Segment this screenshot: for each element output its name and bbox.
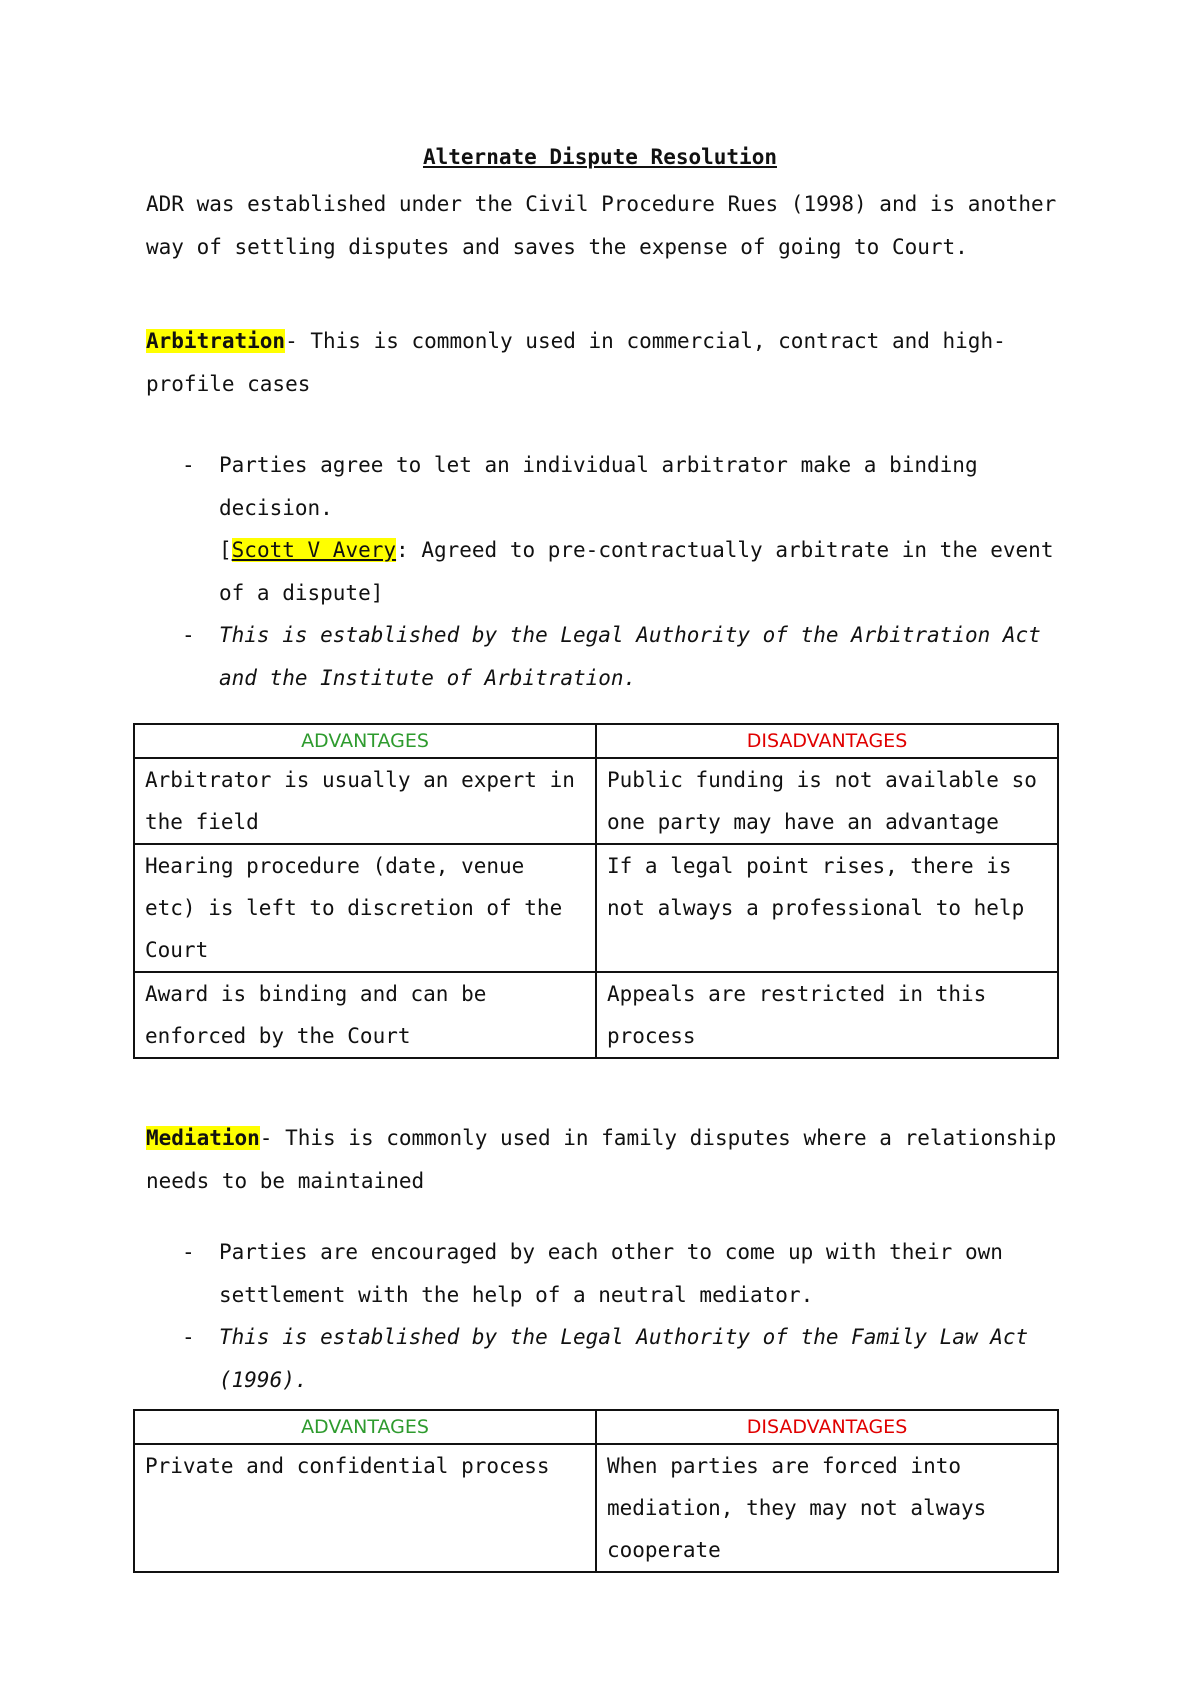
advantage-cell: Private and confidential process bbox=[134, 1444, 596, 1572]
bullet-text: This is established by the Legal Authority of the Arbitration Act and the Institute of Arbitration. bbox=[219, 623, 1041, 690]
arbitration-table bbox=[133, 723, 1059, 1059]
bullet-text: Parties agree to let an individual arbitrator make a binding decision. bbox=[219, 453, 978, 520]
mediation-description: - This is commonly used in family disputes where a relationship needs to be maintained bbox=[146, 1126, 1057, 1193]
advantages-header: ADVANTAGES bbox=[134, 724, 596, 758]
table-header-row bbox=[134, 724, 1058, 758]
disadvantages-header: DISADVANTAGES bbox=[596, 1410, 1058, 1444]
document-title: Alternate Dispute Resolution bbox=[422, 145, 777, 169]
case-bracket: [ bbox=[219, 538, 232, 562]
table-row bbox=[134, 1444, 1058, 1572]
bullet-text: Parties are encouraged by each other to come up with their own settlement with the help of a neutral mediator. bbox=[219, 1240, 1003, 1307]
mediation-intro bbox=[146, 1117, 1076, 1202]
arbitration-bullet-list bbox=[146, 444, 1076, 699]
mediation-table bbox=[133, 1409, 1059, 1573]
advantage-cell: Arbitrator is usually an expert in the field bbox=[134, 758, 596, 844]
table-header-row bbox=[134, 1410, 1058, 1444]
list-item bbox=[146, 1231, 1076, 1316]
disadvantages-header: DISADVANTAGES bbox=[596, 724, 1058, 758]
list-item bbox=[146, 614, 1076, 699]
intro-paragraph: ADR was established under the Civil Procedure Rues (1998) and is another way of settling disputes and saves the expense of going to Court. bbox=[146, 192, 1057, 259]
arbitration-description: - This is commonly used in commercial, contract and high-profile cases bbox=[146, 329, 1006, 396]
mediation-bullet-list bbox=[146, 1231, 1076, 1401]
case-name: Scott V Avery bbox=[231, 538, 397, 562]
bullet-marker: - bbox=[182, 1325, 195, 1349]
bullet-text: This is established by the Legal Authority of the Family Law Act (1996). bbox=[219, 1325, 1029, 1392]
disadvantage-cell: Public funding is not available so one party may have an advantage bbox=[596, 758, 1058, 844]
bullet-marker: - bbox=[182, 623, 195, 647]
list-item bbox=[146, 1316, 1076, 1401]
case-reference bbox=[219, 529, 1076, 614]
table-row bbox=[134, 758, 1058, 844]
arbitration-heading: Arbitration bbox=[146, 329, 286, 353]
bullet-marker: - bbox=[182, 1240, 195, 1264]
bullet-marker: - bbox=[182, 453, 195, 477]
advantages-header: ADVANTAGES bbox=[134, 1410, 596, 1444]
advantage-cell: Award is binding and can be enforced by the Court bbox=[134, 972, 596, 1058]
table-row bbox=[134, 972, 1058, 1058]
case-text: : Agreed to pre-contractually arbitrate in the event of a dispute] bbox=[219, 538, 1054, 605]
table-row bbox=[134, 844, 1058, 972]
mediation-heading: Mediation bbox=[146, 1126, 260, 1150]
list-item bbox=[146, 444, 1076, 614]
advantage-cell: Hearing procedure (date, venue etc) is left to discretion of the Court bbox=[134, 844, 596, 972]
arbitration-intro bbox=[146, 320, 1076, 405]
disadvantage-cell: Appeals are restricted in this process bbox=[596, 972, 1058, 1058]
disadvantage-cell: When parties are forced into mediation, they may not always cooperate bbox=[596, 1444, 1058, 1572]
disadvantage-cell: If a legal point rises, there is not always a professional to help bbox=[596, 844, 1058, 972]
